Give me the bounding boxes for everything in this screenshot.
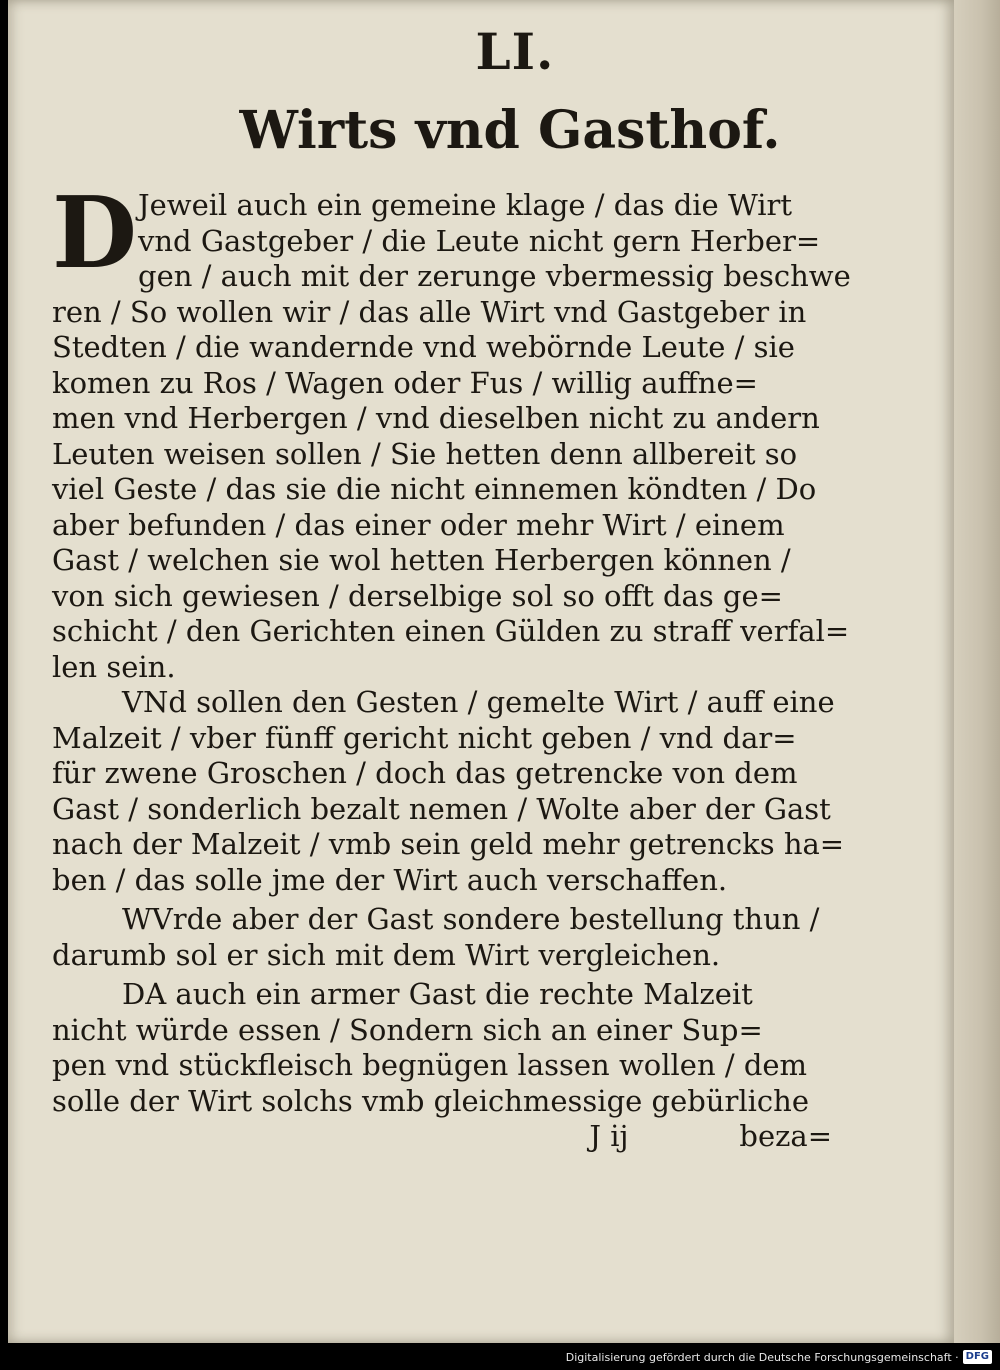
text-line: pen vnd stückfleisch begnügen lassen wollen / dem xyxy=(52,1048,808,1082)
text-line: Gast / welchen sie wol hetten Herbergen können / xyxy=(52,543,791,577)
decorated-initial: D xyxy=(52,176,137,291)
text-line: ben / das solle jme der Wirt auch verschaffen. xyxy=(52,862,728,897)
digitization-credit xyxy=(566,1350,992,1364)
page-edge xyxy=(954,0,1000,1343)
text-line: gen / auch mit der zerunge vbermessig beschwe xyxy=(138,259,851,293)
text-line: Jeweil auch ein gemeine klage / das die Wirt xyxy=(138,188,793,222)
text-line: darumb sol er sich mit dem Wirt vergleichen. xyxy=(52,937,721,972)
text-line: vnd Gastgeber / die Leute nicht gern Herber= xyxy=(138,223,821,258)
text-line: viel Geste / das sie die nicht einnemen köndten / Do xyxy=(52,472,817,506)
text-line: len sein. xyxy=(52,649,176,684)
text-line: Stedten / die wandernde vnd webörnde Leute / sie xyxy=(52,330,795,364)
section-heading: Wirts vnd Gasthof. xyxy=(239,100,781,161)
text-line: für zwene Groschen / doch das getrencke von dem xyxy=(52,756,798,790)
dfg-logo: DFG xyxy=(963,1350,992,1364)
body-text xyxy=(52,188,851,1155)
folio-number: LI. xyxy=(475,22,555,81)
text-line: WVrde aber der Gast sondere bestellung thun / xyxy=(122,902,820,936)
text-line: solle der Wirt solchs vmb gleichmessige gebürliche xyxy=(52,1083,809,1118)
catchword: beza= xyxy=(739,1119,832,1153)
text-line: von sich gewiesen / derselbige sol so offt das ge= xyxy=(52,578,783,613)
text-line: nach der Malzeit / vmb sein geld mehr getrencks ha= xyxy=(52,827,845,861)
text-line: DA auch ein armer Gast die rechte Malzeit xyxy=(122,977,753,1011)
text-line: Gast / sonderlich bezalt nemen / Wolte aber der Gast xyxy=(52,791,831,826)
signature-mark: J ij xyxy=(589,1119,629,1153)
paragraph-4 xyxy=(52,977,832,1119)
paragraph-1 xyxy=(52,188,851,295)
text-line: ren / So wollen wir / das alle Wirt vnd Gastgeber in xyxy=(52,294,807,329)
paragraph-1-rest xyxy=(52,294,850,686)
text-line: schicht / den Gerichten einen Gülden zu straff verfal= xyxy=(52,614,850,648)
text-line: VNd sollen den Gesten / gemelte Wirt / auff eine xyxy=(122,685,835,719)
paragraph-3 xyxy=(52,902,832,973)
text-line: Malzeit / vber fünff gericht nicht geben / vnd dar= xyxy=(52,720,797,755)
text-line: men vnd Herbergen / vnd dieselben nicht zu andern xyxy=(52,401,820,435)
paragraph-2 xyxy=(52,685,845,898)
text-line: komen zu Ros / Wagen oder Fus / willig auffne= xyxy=(52,365,758,400)
text-line: Leuten weisen sollen / Sie hetten denn allbereit so xyxy=(52,436,798,471)
text-line: aber befunden / das einer oder mehr Wirt / einem xyxy=(52,507,785,542)
credit-text: Digitalisierung gefördert durch die Deutsche Forschungsgemeinschaft · xyxy=(565,1350,959,1364)
text-line: nicht würde essen / Sondern sich an einer Sup= xyxy=(52,1012,763,1047)
page-footer xyxy=(52,1119,832,1155)
